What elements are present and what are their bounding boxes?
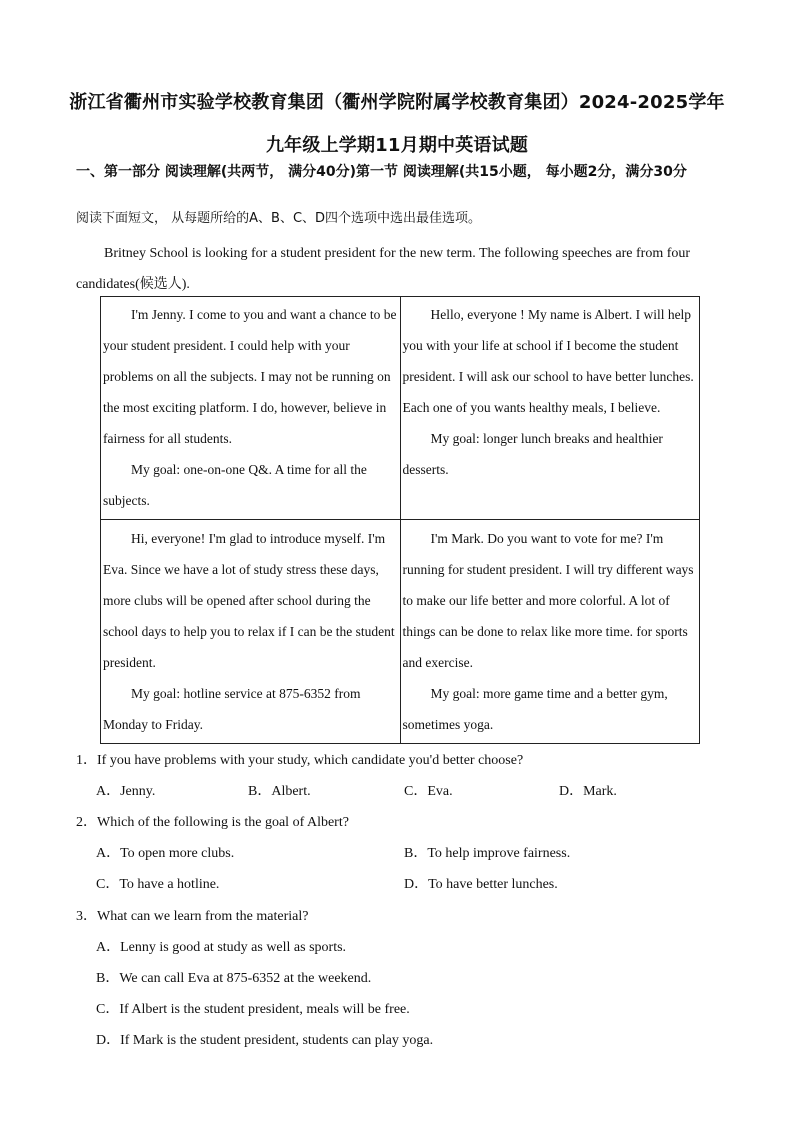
candidate-goal: My goal: one-on-one Q&. A time for all the subjects. [103, 462, 367, 508]
question-2-option-c[interactable]: C．To have a hotline. [96, 877, 220, 892]
candidate-cell-eva [101, 520, 401, 744]
question-1-option-d[interactable]: D．Mark. [559, 784, 617, 799]
exam-title-line1: 浙江省衢州市实验学校教育集团（衢州学院附属学校教育集团）2024-2025学年 [69, 92, 725, 113]
candidate-speech: I'm Jenny. I come to you and want a chance to be your student president. I could help with your problems on all the subjects. I may not be running on the most exciting platform. I do, however, believe in fairness for all students. [103, 307, 397, 446]
question-1-stem: 1．If you have problems with your study, which candidate you'd better choose? [76, 753, 524, 768]
question-2-option-d[interactable]: D．To have better lunches. [404, 877, 558, 892]
question-3-option-d[interactable]: D．If Mark is the student president, students can play yoga. [96, 1033, 434, 1048]
question-1-option-c[interactable]: C．Eva. [404, 784, 453, 799]
candidate-goal: My goal: longer lunch breaks and healthier desserts. [402, 431, 663, 477]
candidate-speech: I'm Mark. Do you want to vote for me? I'm running for student president. I will try different ways to make our life better and more colorful. A lot of things can be done to relax like more time. for sports and exercise. [402, 531, 694, 670]
candidate-speech: Hello, everyone ! My name is Albert. I will help you with your life at school if I become the student president. I will ask our school to have better lunches. Each one of you wants healthy meals, I believe. [402, 307, 694, 415]
candidate-goal: My goal: more game time and a better gym, sometimes yoga. [402, 686, 668, 732]
question-3-stem: 3．What can we learn from the material? [76, 909, 309, 924]
candidate-speech: Hi, everyone! I'm glad to introduce myself. I'm Eva. Since we have a lot of study stress these days, more clubs will be opened after school during the school days to help you to relax if I can be the student president. [103, 531, 395, 670]
section-heading: 一、第一部分 阅读理解(共两节， 满分40分)第一节 阅读理解(共15小题， 每小题2分，满分30分 [76, 164, 687, 180]
question-3-option-c[interactable]: C．If Albert is the student president, meals will be free. [96, 1002, 410, 1017]
question-2-stem: 2．Which of the following is the goal of Albert? [76, 815, 349, 830]
candidate-cell-albert [400, 297, 700, 520]
candidates-table [100, 296, 700, 744]
candidate-cell-jenny [101, 297, 401, 520]
question-1-option-a[interactable]: A．Jenny. [96, 784, 156, 799]
question-2-option-b[interactable]: B．To help improve fairness. [404, 846, 571, 861]
question-1-option-b[interactable]: B．Albert. [248, 784, 311, 799]
section-instruction: 阅读下面短文， 从每题所给的A、B、C、D四个选项中选出最佳选项。 [76, 211, 482, 226]
candidate-cell-mark [400, 520, 700, 744]
passage-intro: Britney School is looking for a student president for the new term. The following speeches are from four candidates(候选人). [76, 246, 691, 292]
exam-title-line2: 九年级上学期11月期中英语试题 [265, 135, 529, 156]
candidate-goal: My goal: hotline service at 875-6352 from Monday to Friday. [103, 686, 361, 732]
question-3-option-a[interactable]: A．Lenny is good at study as well as sports. [96, 940, 347, 955]
question-2-option-a[interactable]: A．To open more clubs. [96, 846, 235, 861]
question-3-option-b[interactable]: B．We can call Eva at 875-6352 at the weekend. [96, 971, 372, 986]
